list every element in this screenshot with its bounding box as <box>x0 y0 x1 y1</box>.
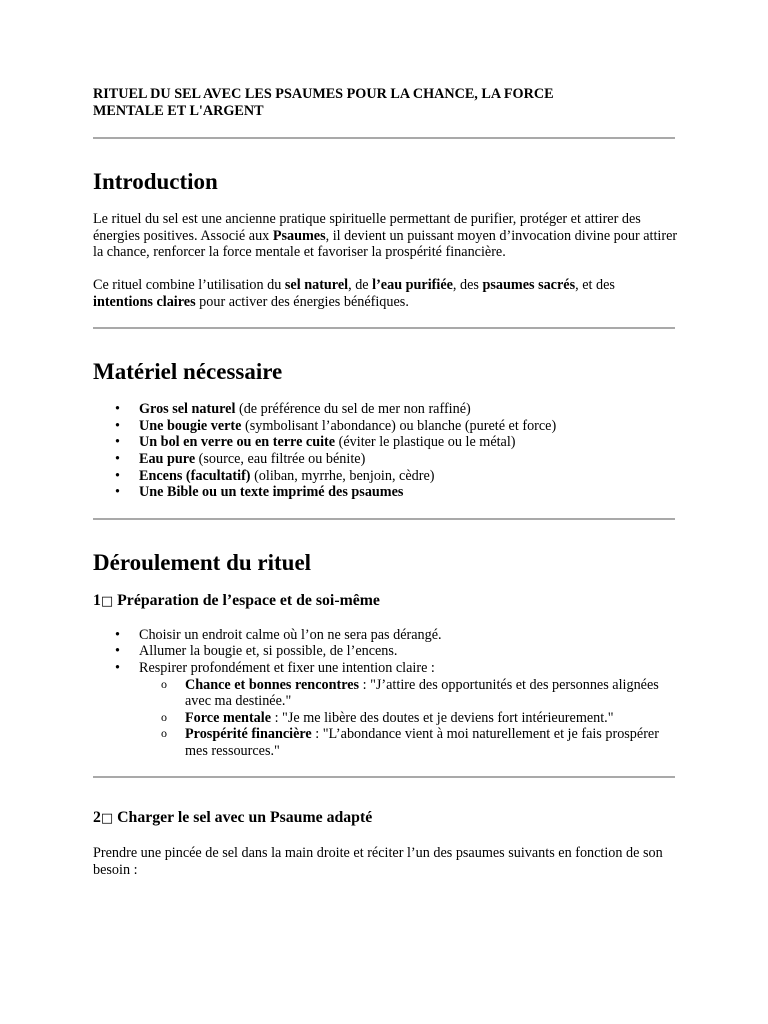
text-run: , il devient un puissant moyen d’invocation divine pour attirer la chance, renforcer la force mentale et favoriser la prospérité financière. <box>93 227 678 261</box>
step-number: 2 <box>93 809 101 827</box>
bold-run: l’eau purifiée <box>372 276 453 293</box>
intro-paragraph-2 <box>93 277 678 310</box>
text-run: , de <box>348 276 373 293</box>
bold-run: Une bougie verte <box>139 417 242 434</box>
materiel-list <box>93 401 678 501</box>
bold-run: Gros sel naturel <box>139 401 236 418</box>
text-run: (éviter le plastique ou le métal) <box>335 434 516 451</box>
divider <box>93 327 675 329</box>
bold-run: psaumes sacrés <box>482 276 576 293</box>
bold-run: sel naturel <box>284 276 349 293</box>
text-run: (de préférence du sel de mer non raffiné) <box>235 401 471 418</box>
bold-run: Psaumes <box>272 227 326 244</box>
text-run: , et des <box>575 276 615 293</box>
list-item <box>139 451 678 468</box>
list-item <box>139 484 678 501</box>
missing-glyph-box-icon: □ <box>100 811 114 827</box>
title-line-2: MENTALE ET L'ARGENT <box>93 102 264 119</box>
sub-list-item <box>185 677 675 710</box>
divider <box>93 518 675 520</box>
list-item: • Allumer la bougie et, si possible, de l’encens. <box>139 643 678 660</box>
step-2-heading <box>93 809 678 828</box>
section-heading-deroulement: Déroulement du rituel <box>93 549 312 575</box>
sub-list-item <box>185 710 675 727</box>
text-run: (oliban, myrrhe, benjoin, cèdre) <box>250 467 435 484</box>
bold-run: Un bol en verre ou en terre cuite <box>139 434 336 451</box>
missing-glyph-box-icon: □ <box>100 593 114 609</box>
intention-sublist <box>139 677 675 760</box>
bold-run: intentions claires <box>93 293 196 310</box>
text-run: Ce rituel combine l’utilisation du <box>93 276 285 293</box>
text-run: , des <box>452 276 483 293</box>
text-run: : "J’attire des opportunités et des personnes alignées avec ma destinée." <box>185 676 659 710</box>
step-1-heading <box>93 592 678 611</box>
bold-run: Chance et bonnes rencontres <box>185 676 360 693</box>
text-run: : "Je me libère des doutes et je deviens fort intérieurement." <box>271 709 614 726</box>
list-item <box>139 401 678 418</box>
text-run: (symbolisant l’abondance) ou blanche (pureté et force) <box>241 417 557 434</box>
list-item <box>139 468 678 485</box>
step-title: Préparation de l’espace et de soi-même <box>113 591 380 609</box>
bold-run: Prospérité financière <box>185 726 312 743</box>
list-item <box>139 660 678 760</box>
document-title <box>93 86 653 119</box>
bold-run: Encens (facultatif) <box>139 467 251 484</box>
text-run: (source, eau filtrée ou bénite) <box>195 450 366 467</box>
sub-list-item <box>185 726 675 759</box>
section-heading-introduction: Introduction <box>93 169 218 195</box>
intro-paragraph-1 <box>93 211 678 261</box>
title-line-1: RITUEL DU SEL AVEC LES PSAUMES POUR LA CHANCE, LA FORCE <box>93 86 554 102</box>
text-run: Respirer profondément et fixer une intention claire : <box>139 659 435 676</box>
step-2-paragraph: Prendre une pincée de sel dans la main droite et réciter l’un des psaumes suivants en fonction de son besoin : <box>93 845 663 879</box>
text-run: pour activer des énergies bénéfiques. <box>195 293 409 310</box>
divider <box>93 137 675 139</box>
step-1-list <box>93 627 678 760</box>
divider <box>93 776 675 778</box>
step-number: 1 <box>93 591 101 609</box>
bold-run: Force mentale <box>185 709 272 726</box>
list-item <box>139 434 678 451</box>
bold-run: Une Bible ou un texte imprimé des psaumes <box>139 484 404 501</box>
step-title: Charger le sel avec un Psaume adapté <box>113 809 373 827</box>
list-item: • Choisir un endroit calme où l’on ne sera pas dérangé. <box>139 627 678 644</box>
bold-run: Eau pure <box>139 450 196 467</box>
text-run: : "L’abondance vient à moi naturellement et je fais prospérer mes ressources." <box>185 726 659 759</box>
list-item <box>139 418 678 435</box>
document-content <box>93 86 678 879</box>
text-run: Le rituel du sel est une ancienne pratique spirituelle permettant de purifier, protéger et attirer des énergies positives. Associé aux <box>93 211 641 244</box>
section-heading-materiel: Matériel nécessaire <box>93 359 283 385</box>
